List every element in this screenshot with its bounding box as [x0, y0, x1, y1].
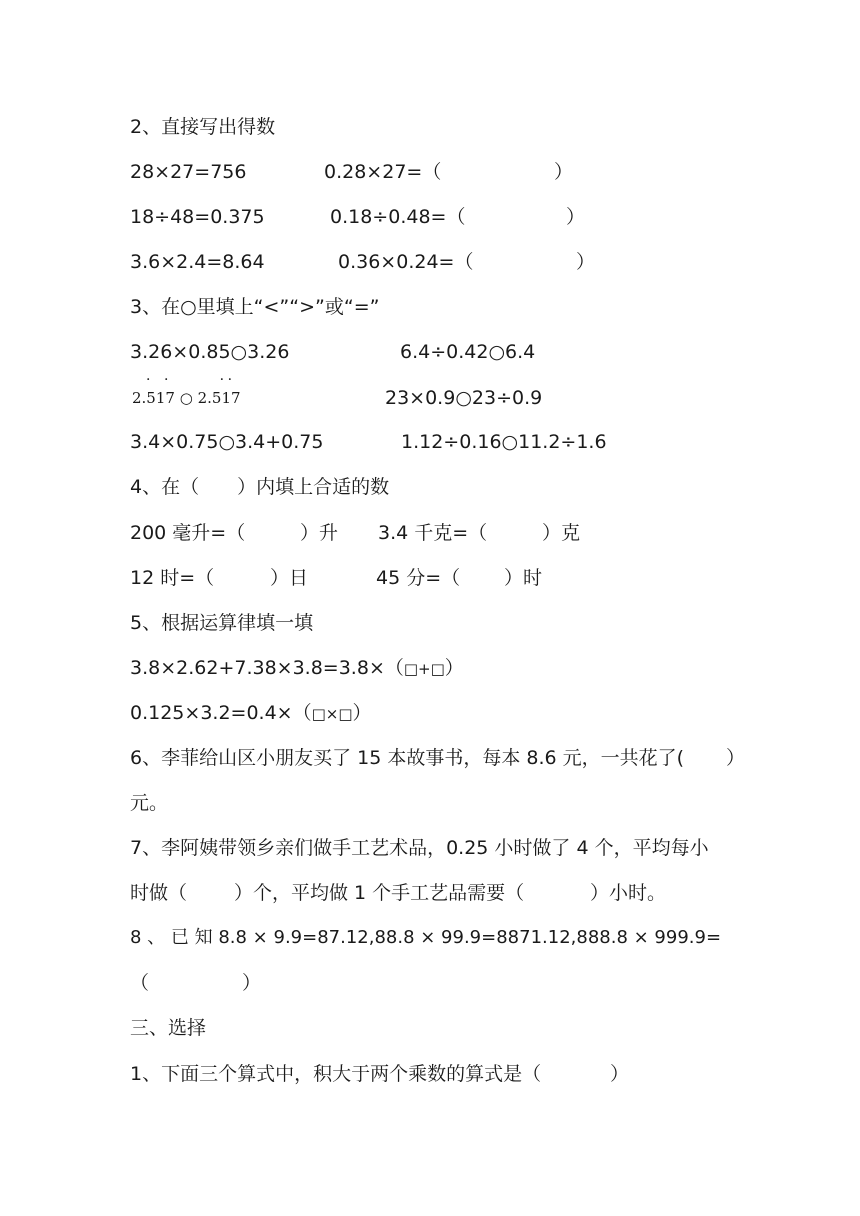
box-placeholder: □×□: [311, 705, 353, 723]
conversion-right: 45 分=（: [376, 567, 461, 589]
conversion-unit: ）克: [542, 522, 581, 544]
conversion-unit: ）升: [300, 522, 339, 544]
question-7-line-1: 7、李阿姨带领乡亲们做手工艺术品，0.25 小时做了 4 个，平均每小: [130, 837, 709, 859]
question-text: ）个，平均做 1 个手工艺品需要（: [234, 882, 525, 904]
question-text: ）小时。: [590, 882, 667, 904]
question-8-line-1: 8 、 已 知 8.8 × 9.9=87.12,88.8 × 99.9=8871.12,888.8 × 999.9=: [130, 927, 722, 948]
bracket-close: ）: [566, 206, 586, 228]
comparison: 3.4×0.75○3.4+0.75: [130, 431, 324, 453]
equation: 28×27=756: [130, 161, 247, 183]
bracket-close: ）: [242, 972, 262, 994]
law-equation: 3.8×2.62+7.38×3.8=3.8×（: [130, 657, 404, 679]
box-placeholder: □+□: [403, 660, 445, 678]
bracket-open: （: [130, 972, 150, 994]
conversion-left: 12 时=（: [130, 567, 215, 589]
bracket-close: ）: [610, 1063, 630, 1085]
comparison: 6.4÷0.42○6.4: [400, 341, 536, 363]
repeat-dot: ·: [146, 372, 151, 388]
section5-title: 5、根据运算律填一填: [130, 612, 314, 634]
comparison: 23×0.9○23÷0.9: [385, 387, 543, 409]
law-equation: 0.125×3.2=0.4×（: [130, 702, 312, 724]
bracket-close: ）: [554, 161, 574, 183]
comparison: 1.12÷0.16○11.2÷1.6: [401, 431, 607, 453]
conversion-left: 200 毫升=（: [130, 522, 246, 544]
compare-circle: ○: [179, 389, 193, 407]
repeating-decimal: [132, 372, 175, 413]
decimal-value: 2.517: [132, 389, 175, 407]
equation: 3.6×2.4=8.64: [130, 251, 265, 273]
conversion-unit: ）日: [270, 567, 309, 589]
section3-title: 3、在○里填上“<”“>”或“=”: [130, 296, 380, 318]
repeat-dot: ·: [219, 372, 225, 388]
comparison: 3.26×0.85○3.26: [130, 341, 290, 363]
conversion-right: 3.4 千克=（: [378, 522, 488, 544]
bracket-close: ）: [576, 251, 596, 273]
section5-row-1: [130, 653, 464, 683]
equation: 18÷48=0.375: [130, 206, 265, 228]
repeating-decimal-comparison: [132, 372, 241, 413]
bracket-close: ）: [352, 702, 372, 724]
repeat-dot: ·: [164, 372, 169, 388]
question-text: 6、李菲给山区小朋友买了 15 本故事书，每本 8.6 元，一共花了(: [130, 747, 685, 769]
blank-equation: 0.18÷0.48=（: [330, 206, 466, 228]
section-three-title: 三、选择: [130, 1017, 207, 1039]
section2-title: 2、直接写出得数: [130, 116, 276, 138]
question-text: 1、下面三个算式中，积大于两个乘数的算式是（: [130, 1063, 542, 1085]
section5-row-2: [130, 698, 372, 728]
blank-equation: 0.36×0.24=（: [338, 251, 474, 273]
conversion-unit: ）时: [504, 567, 543, 589]
question-6-line-2: 元。: [130, 792, 169, 814]
repeating-decimal: [197, 372, 241, 413]
repeat-dot: ·: [227, 372, 233, 388]
bracket-close: ）: [726, 747, 746, 769]
question-text: 时做（: [130, 882, 188, 904]
blank-equation: 0.28×27=（: [324, 161, 442, 183]
decimal-value: 2.517: [197, 389, 241, 407]
section4-title: 4、在（ ）内填上合适的数: [130, 476, 390, 498]
bracket-close: ）: [444, 657, 464, 679]
